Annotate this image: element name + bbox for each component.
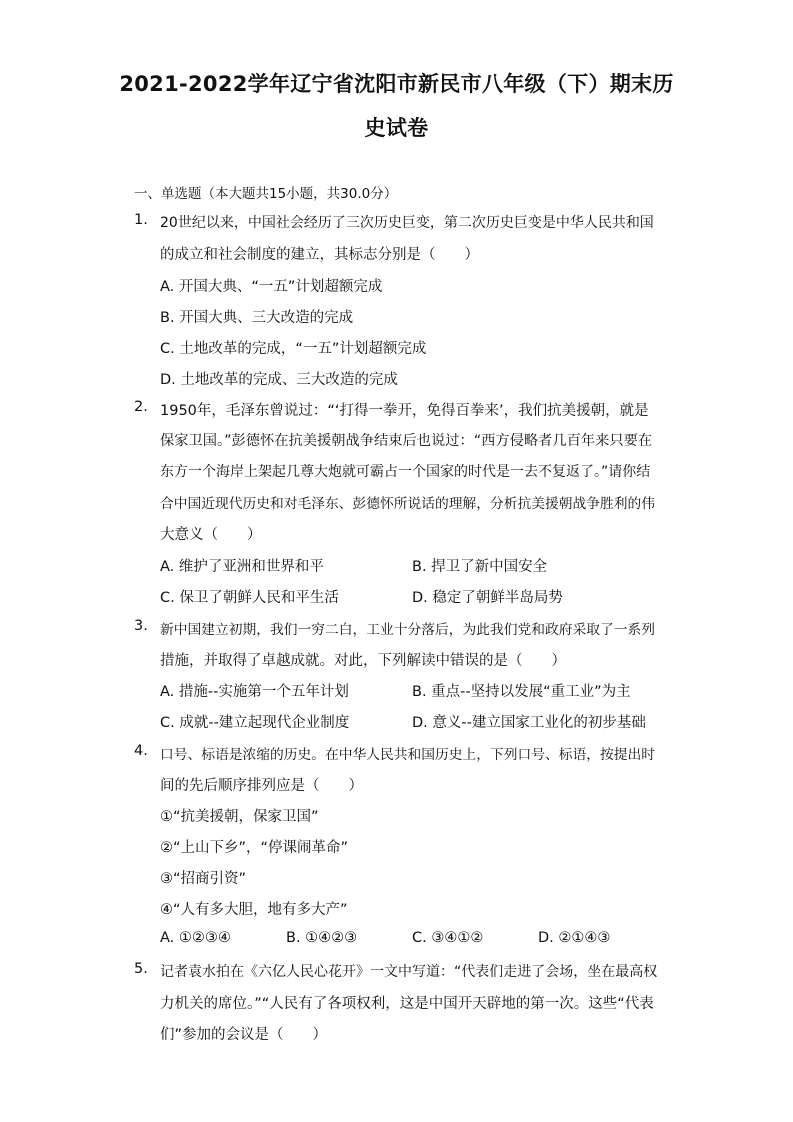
question-4-statement-3: ③“招商引资” [160,871,247,887]
question-4-statement-2: ②“上山下乡”，“停课闹革命” [160,840,349,856]
question-3-option-c[interactable]: C. 成就--建立起现代企业制度 [160,715,350,731]
exam-title-line1: 2021-2022学年辽宁省沈阳市新民市八年级（下）期末历 [119,72,674,96]
question-2-line: 合中国近现代历史和对毛泽东、彭德怀所说话的理解，分析抗美援朝战争胜利的伟 [160,496,656,512]
question-1-option-c[interactable]: C. 土地改革的完成，“一五”计划超额完成 [160,341,427,357]
question-4-option-d[interactable]: D. ②①④③ [538,930,611,946]
question-3-option-d[interactable]: D. 意义--建立国家工业化的初步基础 [412,715,646,731]
question-3-line: 措施，并取得了卓越成就。对此，下列解读中错误的是（ ） [160,653,566,669]
question-3-number: 3. [134,618,148,634]
question-2-line: 东方一个海岸上架起几尊大炮就可霸占一个国家的时代是一去不复返了。”请你结 [160,464,651,480]
question-1-line: 的成立和社会制度的建立，其标志分别是（ ） [160,247,479,263]
question-2-option-b[interactable]: B. 捍卫了新中国安全 [412,559,548,575]
question-4-option-b[interactable]: B. ①④②③ [286,930,358,946]
question-4-option-a[interactable]: A. ①②③④ [160,930,231,946]
question-1-line: 20世纪以来，中国社会经历了三次历史巨变，第二次历史巨变是中华人民共和国 [160,215,654,231]
question-2-option-a[interactable]: A. 维护了亚洲和世界和平 [160,559,324,575]
question-4-option-c[interactable]: C. ③④①② [412,930,484,946]
question-2-line: 1950年，毛泽东曾说过：“‘打得一拳开，免得百拳来’，我们抗美援朝，就是 [160,403,649,419]
question-2-line: 保家卫国。”彭德怀在抗美援朝战争结束后也说过：“西方侵略者几百年来只要在 [160,433,653,449]
question-5-line: 力机关的席位。”“人民有了各项权利，这是中国开天辟地的第一次。这些“代表 [160,996,654,1012]
question-2-line: 大意义（ ） [160,527,262,543]
question-5-line: 记者袁水拍在《六亿人民心花开》一文中写道：“代表们走进了会场，坐在最高权 [160,964,658,980]
exam-title-line2: 史试卷 [364,116,429,140]
question-3-line: 新中国建立初期，我们一穷二白，工业十分落后，为此我们党和政府采取了一系列 [160,622,656,638]
question-2-option-d[interactable]: D. 稳定了朝鲜半岛局势 [412,590,563,606]
question-1-number: 1. [134,212,148,228]
question-5-line: 们”参加的会议是（ ） [160,1027,328,1043]
question-4-statement-1: ①“抗美援朝，保家卫国” [160,809,319,825]
question-4-statement-4: ④“人有多大胆，地有多大产” [160,902,348,918]
question-3-option-a[interactable]: A. 措施--实施第一个五年计划 [160,684,349,700]
question-2-number: 2. [134,399,148,415]
question-2-option-c[interactable]: C. 保卫了朝鲜人民和平生活 [160,590,339,606]
question-4-line: 口号、标语是浓缩的历史。在中华人民共和国历史上，下列口号、标语，按提出时 [160,747,656,763]
question-4-number: 4. [134,743,148,759]
question-5-number: 5. [134,961,148,977]
section-heading: 一、单选题（本大题共15小题，共30.0分） [134,186,398,202]
question-1-option-a[interactable]: A. 开国大典、“一五”计划超额完成 [160,279,383,295]
question-1-option-d[interactable]: D. 土地改革的完成、三大改造的完成 [160,372,398,388]
question-4-line: 间的先后顺序排列应是（ ） [160,778,363,794]
question-1-option-b[interactable]: B. 开国大典、三大改造的完成 [160,310,354,326]
question-3-option-b[interactable]: B. 重点--坚持以发展“重工业”为主 [412,684,631,700]
